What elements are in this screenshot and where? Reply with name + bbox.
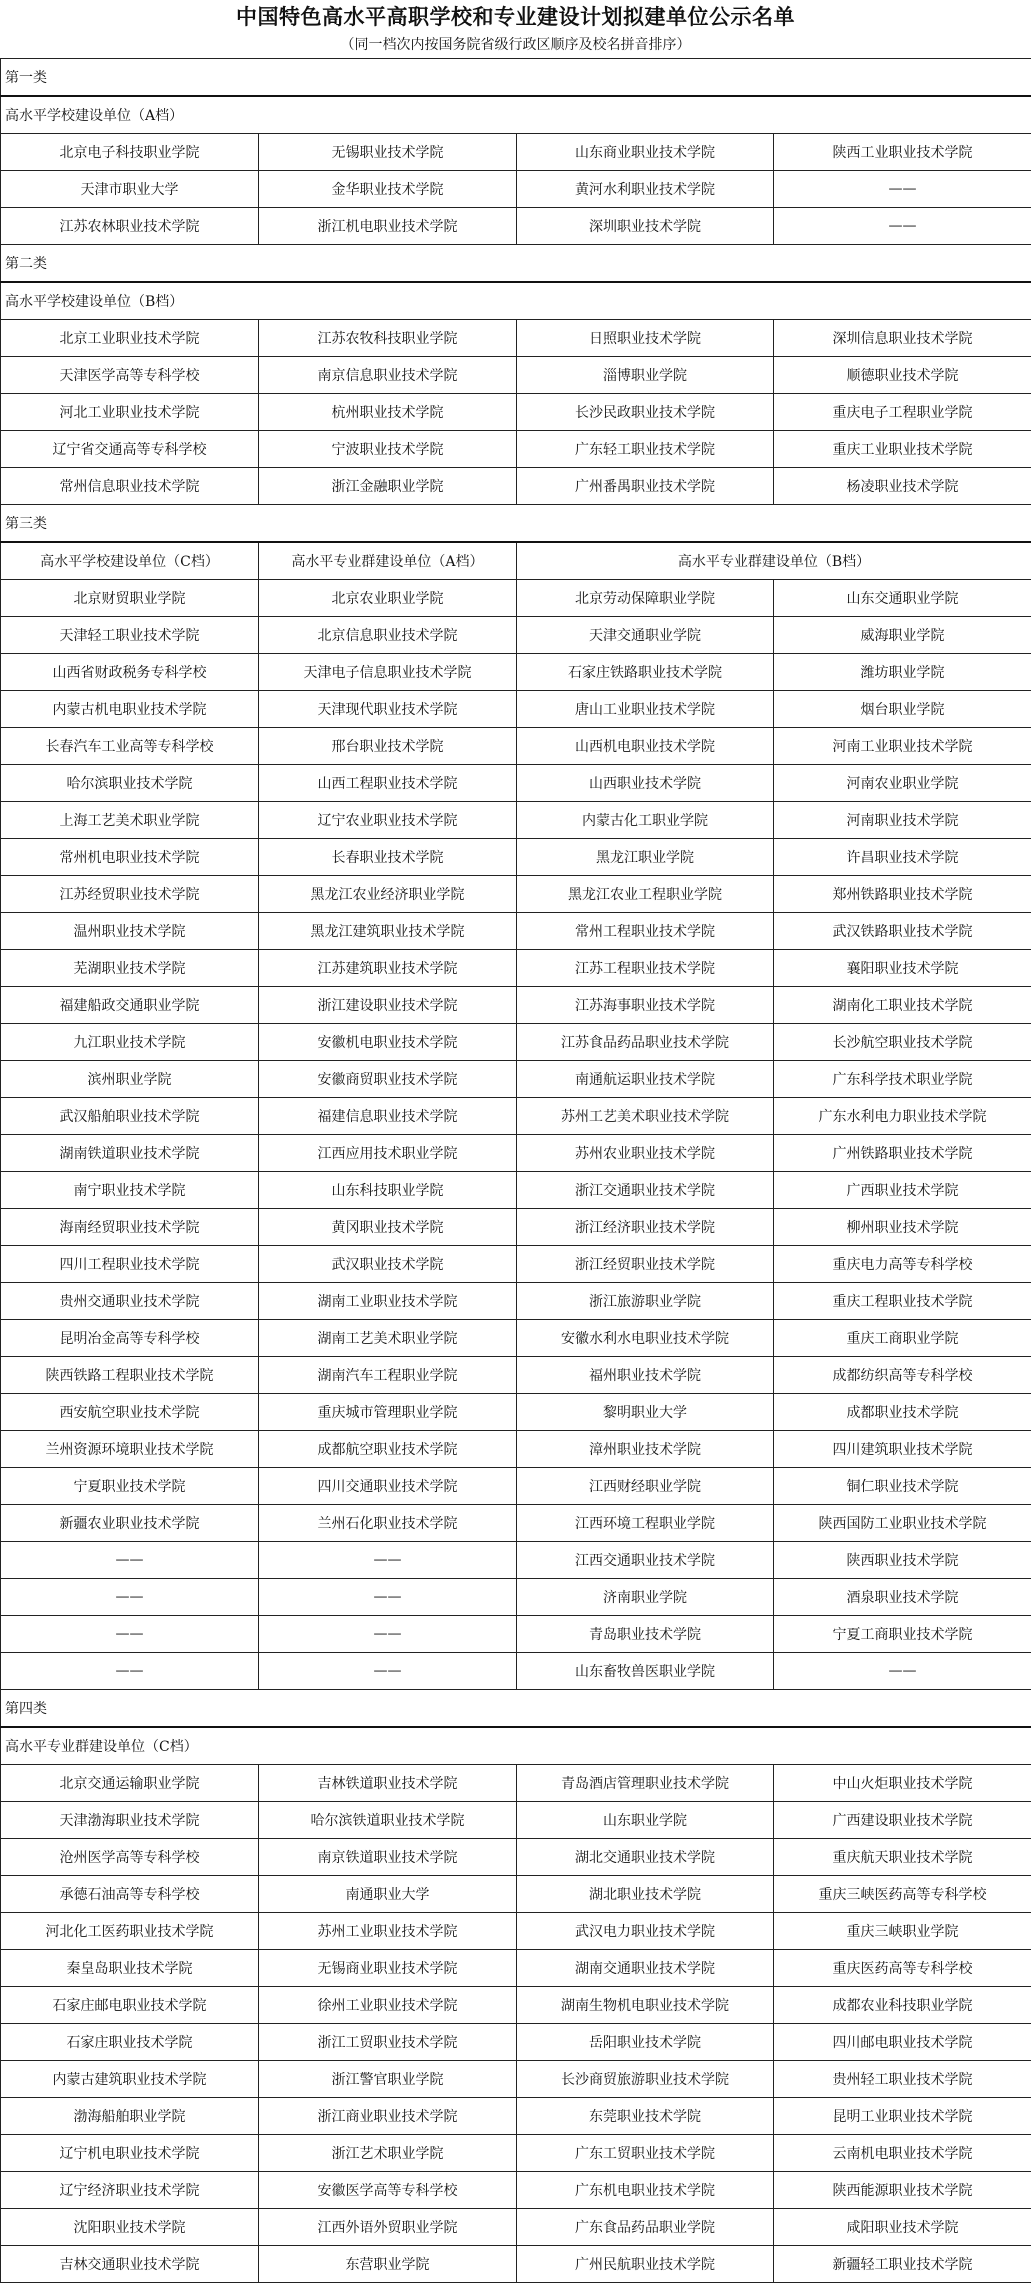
school-cell: 宁夏职业技术学院: [1, 1468, 259, 1505]
school-cell: 湖南工业职业技术学院: [259, 1283, 517, 1320]
school-cell: 贵州交通职业技术学院: [1, 1283, 259, 1320]
school-cell: 铜仁职业技术学院: [774, 1468, 1031, 1505]
school-cell: 湖北交通职业技术学院: [517, 1839, 774, 1876]
table-row: [1, 2135, 1031, 2172]
school-cell: 石家庄邮电职业技术学院: [1, 1987, 259, 2024]
table-row: [1, 1246, 1031, 1283]
table-row: [1, 1320, 1031, 1357]
school-cell: 江西环境工程职业学院: [517, 1505, 774, 1542]
school-cell: 山东商业职业技术学院: [517, 134, 774, 171]
table-row: [1, 1765, 1031, 1802]
school-cell: 广东食品药品职业学院: [517, 2209, 774, 2246]
table-row: [1, 208, 1031, 245]
school-cell: 苏州农业职业技术学院: [517, 1135, 774, 1172]
school-cell: 无锡职业技术学院: [259, 134, 517, 171]
school-cell: 酒泉职业技术学院: [774, 1579, 1031, 1616]
school-cell: 重庆航天职业技术学院: [774, 1839, 1031, 1876]
page-subtitle: （同一档次内按国务院省级行政区顺序及校名拼音排序）: [340, 37, 691, 53]
table-row: [1, 1987, 1031, 2024]
school-cell: 陕西铁路工程职业技术学院: [1, 1357, 259, 1394]
school-cell: ——: [1, 1542, 259, 1579]
school-cell: ——: [774, 171, 1031, 208]
school-cell: ——: [774, 1653, 1031, 1690]
school-cell: 长沙民政职业技术学院: [517, 394, 774, 431]
table-row: [1, 1579, 1031, 1616]
school-cell: 北京财贸职业学院: [1, 580, 259, 617]
school-cell: 石家庄职业技术学院: [1, 2024, 259, 2061]
school-cell: 北京工业职业技术学院: [1, 320, 259, 357]
school-cell: 常州机电职业技术学院: [1, 839, 259, 876]
school-cell: 福建信息职业技术学院: [259, 1098, 517, 1135]
table-row: [1, 913, 1031, 950]
school-cell: 内蒙古建筑职业技术学院: [1, 2061, 259, 2098]
section-title: 第四类: [1, 1690, 1031, 1728]
list-table: [0, 58, 1031, 2283]
school-cell: 天津电子信息职业技术学院: [259, 654, 517, 691]
category-header: 高水平专业群建设单位（C档）: [1, 1727, 1031, 1765]
category-header: 高水平学校建设单位（B档）: [1, 282, 1031, 320]
table-row: [1, 134, 1031, 171]
school-cell: 重庆工程职业技术学院: [774, 1283, 1031, 1320]
school-cell: 重庆电子工程职业学院: [774, 394, 1031, 431]
school-cell: 广州番禺职业技术学院: [517, 468, 774, 505]
column-header: 高水平学校建设单位（C档）: [1, 542, 259, 580]
school-cell: 江西交通职业技术学院: [517, 1542, 774, 1579]
school-cell: 河南职业技术学院: [774, 802, 1031, 839]
school-cell: 陕西职业技术学院: [774, 1542, 1031, 1579]
school-cell: 湖南生物机电职业技术学院: [517, 1987, 774, 2024]
school-cell: 四川建筑职业技术学院: [774, 1431, 1031, 1468]
school-cell: 山东职业学院: [517, 1802, 774, 1839]
school-cell: 辽宁农业职业技术学院: [259, 802, 517, 839]
school-cell: 安徽水利水电职业技术学院: [517, 1320, 774, 1357]
table-row: [1, 2024, 1031, 2061]
school-cell: 新疆农业职业技术学院: [1, 1505, 259, 1542]
table-row: [1, 2061, 1031, 2098]
school-cell: 天津现代职业技术学院: [259, 691, 517, 728]
table-row: [1, 357, 1031, 394]
school-cell: 湖南汽车工程职业学院: [259, 1357, 517, 1394]
school-cell: 江苏工程职业技术学院: [517, 950, 774, 987]
school-cell: 湖南交通职业技术学院: [517, 1950, 774, 1987]
school-cell: 苏州工艺美术职业技术学院: [517, 1098, 774, 1135]
school-cell: 广东科学技术职业学院: [774, 1061, 1031, 1098]
school-cell: 广东机电职业技术学院: [517, 2172, 774, 2209]
table-row: [1, 876, 1031, 913]
table-row: [1, 1283, 1031, 1320]
school-cell: 天津市职业大学: [1, 171, 259, 208]
school-cell: 芜湖职业技术学院: [1, 950, 259, 987]
school-cell: 湖北职业技术学院: [517, 1876, 774, 1913]
school-cell: 南京铁道职业技术学院: [259, 1839, 517, 1876]
school-cell: 石家庄铁路职业技术学院: [517, 654, 774, 691]
school-cell: 山西工程职业技术学院: [259, 765, 517, 802]
school-cell: 山东交通职业学院: [774, 580, 1031, 617]
table-row: [1, 2172, 1031, 2209]
school-cell: 日照职业技术学院: [517, 320, 774, 357]
school-cell: 黑龙江职业学院: [517, 839, 774, 876]
school-cell: 山西机电职业技术学院: [517, 728, 774, 765]
table-row: [1, 1505, 1031, 1542]
school-cell: 哈尔滨铁道职业技术学院: [259, 1802, 517, 1839]
school-cell: 四川工程职业技术学院: [1, 1246, 259, 1283]
table-row: [1, 1653, 1031, 1690]
table-row: [1, 468, 1031, 505]
school-cell: 海南经贸职业技术学院: [1, 1209, 259, 1246]
school-cell: 沈阳职业技术学院: [1, 2209, 259, 2246]
school-cell: 辽宁经济职业技术学院: [1, 2172, 259, 2209]
school-cell: 浙江商业职业技术学院: [259, 2098, 517, 2135]
category-header-row: [1, 96, 1031, 134]
school-cell: 广西建设职业技术学院: [774, 1802, 1031, 1839]
school-cell: 中山火炬职业技术学院: [774, 1765, 1031, 1802]
category-header-row: [1, 1727, 1031, 1765]
school-cell: 江西外语外贸职业学院: [259, 2209, 517, 2246]
table-row: [1, 654, 1031, 691]
school-cell: 重庆城市管理职业学院: [259, 1394, 517, 1431]
school-cell: ——: [259, 1653, 517, 1690]
section-header-row: [1, 1690, 1031, 1728]
column-header: 高水平专业群建设单位（B档）: [517, 542, 1031, 580]
school-cell: 武汉职业技术学院: [259, 1246, 517, 1283]
school-cell: 山东科技职业学院: [259, 1172, 517, 1209]
school-cell: 威海职业学院: [774, 617, 1031, 654]
table-row: [1, 1950, 1031, 1987]
school-cell: 渤海船舶职业学院: [1, 2098, 259, 2135]
column-header: 高水平专业群建设单位（A档）: [259, 542, 517, 580]
school-cell: 兰州资源环境职业技术学院: [1, 1431, 259, 1468]
school-cell: 襄阳职业技术学院: [774, 950, 1031, 987]
school-cell: 咸阳职业技术学院: [774, 2209, 1031, 2246]
table-row: [1, 1802, 1031, 1839]
school-cell: 天津渤海职业技术学院: [1, 1802, 259, 1839]
school-cell: 湖南化工职业技术学院: [774, 987, 1031, 1024]
school-cell: 浙江金融职业学院: [259, 468, 517, 505]
school-cell: 唐山工业职业技术学院: [517, 691, 774, 728]
school-cell: 浙江机电职业技术学院: [259, 208, 517, 245]
school-cell: ——: [1, 1653, 259, 1690]
school-cell: 浙江交通职业技术学院: [517, 1172, 774, 1209]
school-cell: 潍坊职业学院: [774, 654, 1031, 691]
table-row: [1, 691, 1031, 728]
school-cell: 辽宁省交通高等专科学校: [1, 431, 259, 468]
school-cell: 陕西工业职业技术学院: [774, 134, 1031, 171]
table-row: [1, 1135, 1031, 1172]
table-row: [1, 765, 1031, 802]
school-cell: 长沙航空职业技术学院: [774, 1024, 1031, 1061]
school-cell: 广东工贸职业技术学院: [517, 2135, 774, 2172]
table-row: [1, 1542, 1031, 1579]
table-row: [1, 1913, 1031, 1950]
school-cell: 广东水利电力职业技术学院: [774, 1098, 1031, 1135]
school-cell: 山西省财政税务专科学校: [1, 654, 259, 691]
school-cell: 柳州职业技术学院: [774, 1209, 1031, 1246]
column-header-row: [1, 542, 1031, 580]
school-cell: 浙江建设职业技术学院: [259, 987, 517, 1024]
school-cell: 邢台职业技术学院: [259, 728, 517, 765]
table-row: [1, 950, 1031, 987]
school-cell: 浙江工贸职业技术学院: [259, 2024, 517, 2061]
school-cell: 昆明冶金高等专科学校: [1, 1320, 259, 1357]
school-cell: 浙江旅游职业学院: [517, 1283, 774, 1320]
school-cell: 河南工业职业技术学院: [774, 728, 1031, 765]
school-cell: 山西职业技术学院: [517, 765, 774, 802]
school-cell: 淄博职业学院: [517, 357, 774, 394]
school-cell: 吉林交通职业技术学院: [1, 2246, 259, 2283]
school-cell: 江苏食品药品职业技术学院: [517, 1024, 774, 1061]
school-cell: 新疆轻工职业技术学院: [774, 2246, 1031, 2283]
school-cell: 内蒙古机电职业技术学院: [1, 691, 259, 728]
school-cell: 长沙商贸旅游职业技术学院: [517, 2061, 774, 2098]
school-cell: 深圳职业技术学院: [517, 208, 774, 245]
school-cell: 黑龙江建筑职业技术学院: [259, 913, 517, 950]
school-cell: 温州职业技术学院: [1, 913, 259, 950]
school-cell: 浙江艺术职业学院: [259, 2135, 517, 2172]
school-cell: 东莞职业技术学院: [517, 2098, 774, 2135]
school-cell: 广州民航职业技术学院: [517, 2246, 774, 2283]
section-header-row: [1, 59, 1031, 97]
school-cell: 江西应用技术职业学院: [259, 1135, 517, 1172]
table-row: [1, 1616, 1031, 1653]
school-cell: 成都职业技术学院: [774, 1394, 1031, 1431]
school-cell: ——: [1, 1616, 259, 1653]
table-row: [1, 1024, 1031, 1061]
school-cell: 成都航空职业技术学院: [259, 1431, 517, 1468]
table-row: [1, 2209, 1031, 2246]
table-row: [1, 1468, 1031, 1505]
school-cell: 深圳信息职业技术学院: [774, 320, 1031, 357]
school-cell: 四川邮电职业技术学院: [774, 2024, 1031, 2061]
school-cell: 昆明工业职业技术学院: [774, 2098, 1031, 2135]
table-row: [1, 839, 1031, 876]
school-cell: 江苏农林职业技术学院: [1, 208, 259, 245]
school-cell: 安徽商贸职业技术学院: [259, 1061, 517, 1098]
school-cell: 福州职业技术学院: [517, 1357, 774, 1394]
school-cell: 湖南工艺美术职业学院: [259, 1320, 517, 1357]
table-row: [1, 320, 1031, 357]
school-cell: 辽宁机电职业技术学院: [1, 2135, 259, 2172]
school-cell: 陕西能源职业技术学院: [774, 2172, 1031, 2209]
school-cell: 北京交通运输职业学院: [1, 1765, 259, 1802]
school-cell: 四川交通职业技术学院: [259, 1468, 517, 1505]
school-cell: 河南农业职业学院: [774, 765, 1031, 802]
school-cell: 九江职业技术学院: [1, 1024, 259, 1061]
school-cell: 黄冈职业技术学院: [259, 1209, 517, 1246]
school-cell: 顺德职业技术学院: [774, 357, 1031, 394]
school-cell: 宁夏工商职业技术学院: [774, 1616, 1031, 1653]
school-cell: 河北工业职业技术学院: [1, 394, 259, 431]
school-cell: 许昌职业技术学院: [774, 839, 1031, 876]
school-cell: 天津轻工职业技术学院: [1, 617, 259, 654]
school-cell: 内蒙古化工职业学院: [517, 802, 774, 839]
table-row: [1, 1394, 1031, 1431]
section-title: 第三类: [1, 505, 1031, 543]
school-cell: 青岛酒店管理职业技术学院: [517, 1765, 774, 1802]
table-row: [1, 2246, 1031, 2283]
school-cell: 南通航运职业技术学院: [517, 1061, 774, 1098]
school-cell: 重庆医药高等专科学校: [774, 1950, 1031, 1987]
school-cell: 重庆三峡职业学院: [774, 1913, 1031, 1950]
section-header-row: [1, 505, 1031, 543]
table-row: [1, 1876, 1031, 1913]
school-cell: 漳州职业技术学院: [517, 1431, 774, 1468]
school-cell: 武汉电力职业技术学院: [517, 1913, 774, 1950]
school-cell: 广西职业技术学院: [774, 1172, 1031, 1209]
school-cell: 重庆工业职业技术学院: [774, 431, 1031, 468]
school-cell: 北京劳动保障职业学院: [517, 580, 774, 617]
school-cell: 天津交通职业学院: [517, 617, 774, 654]
school-cell: 金华职业技术学院: [259, 171, 517, 208]
school-cell: 岳阳职业技术学院: [517, 2024, 774, 2061]
school-cell: 青岛职业技术学院: [517, 1616, 774, 1653]
school-cell: 天津医学高等专科学校: [1, 357, 259, 394]
category-header-row: [1, 282, 1031, 320]
table-row: [1, 1061, 1031, 1098]
school-cell: 杨凌职业技术学院: [774, 468, 1031, 505]
school-cell: 济南职业学院: [517, 1579, 774, 1616]
table-row: [1, 1098, 1031, 1135]
school-cell: 武汉铁路职业技术学院: [774, 913, 1031, 950]
school-cell: 滨州职业学院: [1, 1061, 259, 1098]
school-cell: 苏州工业职业技术学院: [259, 1913, 517, 1950]
table-row: [1, 617, 1031, 654]
school-cell: 北京电子科技职业学院: [1, 134, 259, 171]
school-cell: 福建船政交通职业学院: [1, 987, 259, 1024]
table-row: [1, 2098, 1031, 2135]
school-cell: 江苏海事职业技术学院: [517, 987, 774, 1024]
school-cell: 南通职业大学: [259, 1876, 517, 1913]
school-cell: 长春职业技术学院: [259, 839, 517, 876]
school-cell: 兰州石化职业技术学院: [259, 1505, 517, 1542]
table-row: [1, 1172, 1031, 1209]
school-cell: 南京信息职业技术学院: [259, 357, 517, 394]
section-header-row: [1, 245, 1031, 283]
table-row: [1, 1209, 1031, 1246]
list-table-body: [1, 59, 1031, 2283]
school-cell: 秦皇岛职业技术学院: [1, 1950, 259, 1987]
table-row: [1, 987, 1031, 1024]
school-cell: 承德石油高等专科学校: [1, 1876, 259, 1913]
school-cell: 杭州职业技术学院: [259, 394, 517, 431]
school-cell: 郑州铁路职业技术学院: [774, 876, 1031, 913]
school-cell: 河北化工医药职业技术学院: [1, 1913, 259, 1950]
table-row: [1, 431, 1031, 468]
school-cell: 上海工艺美术职业学院: [1, 802, 259, 839]
school-cell: 东营职业学院: [259, 2246, 517, 2283]
school-cell: 武汉船舶职业技术学院: [1, 1098, 259, 1135]
school-cell: 长春汽车工业高等专科学校: [1, 728, 259, 765]
school-cell: 安徽机电职业技术学院: [259, 1024, 517, 1061]
school-cell: 常州工程职业技术学院: [517, 913, 774, 950]
school-cell: 重庆电力高等专科学校: [774, 1246, 1031, 1283]
school-cell: 广州铁路职业技术学院: [774, 1135, 1031, 1172]
school-cell: 广东轻工职业技术学院: [517, 431, 774, 468]
school-cell: 沧州医学高等专科学校: [1, 1839, 259, 1876]
table-row: [1, 728, 1031, 765]
section-title: 第一类: [1, 59, 1031, 97]
table-row: [1, 1431, 1031, 1468]
school-cell: 云南机电职业技术学院: [774, 2135, 1031, 2172]
school-cell: 常州信息职业技术学院: [1, 468, 259, 505]
school-cell: 陕西国防工业职业技术学院: [774, 1505, 1031, 1542]
school-cell: 成都农业科技职业学院: [774, 1987, 1031, 2024]
school-cell: 南宁职业技术学院: [1, 1172, 259, 1209]
school-cell: 吉林铁道职业技术学院: [259, 1765, 517, 1802]
school-cell: 山东畜牧兽医职业学院: [517, 1653, 774, 1690]
school-cell: 无锡商业职业技术学院: [259, 1950, 517, 1987]
category-header: 高水平学校建设单位（A档）: [1, 96, 1031, 134]
school-cell: 贵州轻工职业技术学院: [774, 2061, 1031, 2098]
school-cell: ——: [1, 1579, 259, 1616]
school-cell: 重庆三峡医药高等专科学校: [774, 1876, 1031, 1913]
school-cell: 江苏经贸职业技术学院: [1, 876, 259, 913]
school-cell: 北京信息职业技术学院: [259, 617, 517, 654]
page-title: 中国特色高水平高职学校和专业建设计划拟建单位公示名单: [236, 4, 795, 29]
school-cell: 江苏建筑职业技术学院: [259, 950, 517, 987]
school-cell: ——: [259, 1542, 517, 1579]
school-cell: ——: [774, 208, 1031, 245]
table-row: [1, 580, 1031, 617]
school-cell: 北京农业职业学院: [259, 580, 517, 617]
school-cell: 西安航空职业技术学院: [1, 1394, 259, 1431]
school-cell: 江西财经职业学院: [517, 1468, 774, 1505]
table-row: [1, 394, 1031, 431]
table-row: [1, 171, 1031, 208]
school-cell: ——: [259, 1579, 517, 1616]
school-cell: 哈尔滨职业技术学院: [1, 765, 259, 802]
school-cell: 徐州工业职业技术学院: [259, 1987, 517, 2024]
section-title: 第二类: [1, 245, 1031, 283]
school-cell: 黑龙江农业经济职业学院: [259, 876, 517, 913]
school-cell: 烟台职业学院: [774, 691, 1031, 728]
school-cell: 黎明职业大学: [517, 1394, 774, 1431]
table-row: [1, 802, 1031, 839]
school-cell: 成都纺织高等专科学校: [774, 1357, 1031, 1394]
table-row: [1, 1839, 1031, 1876]
school-cell: 浙江警官职业学院: [259, 2061, 517, 2098]
school-cell: 湖南铁道职业技术学院: [1, 1135, 259, 1172]
school-cell: 宁波职业技术学院: [259, 431, 517, 468]
school-cell: 重庆工商职业学院: [774, 1320, 1031, 1357]
school-cell: 浙江经济职业技术学院: [517, 1209, 774, 1246]
school-cell: 浙江经贸职业技术学院: [517, 1246, 774, 1283]
table-row: [1, 1357, 1031, 1394]
school-cell: 安徽医学高等专科学校: [259, 2172, 517, 2209]
school-cell: ——: [259, 1616, 517, 1653]
school-cell: 黄河水利职业技术学院: [517, 171, 774, 208]
school-cell: 江苏农牧科技职业学院: [259, 320, 517, 357]
school-cell: 黑龙江农业工程职业学院: [517, 876, 774, 913]
